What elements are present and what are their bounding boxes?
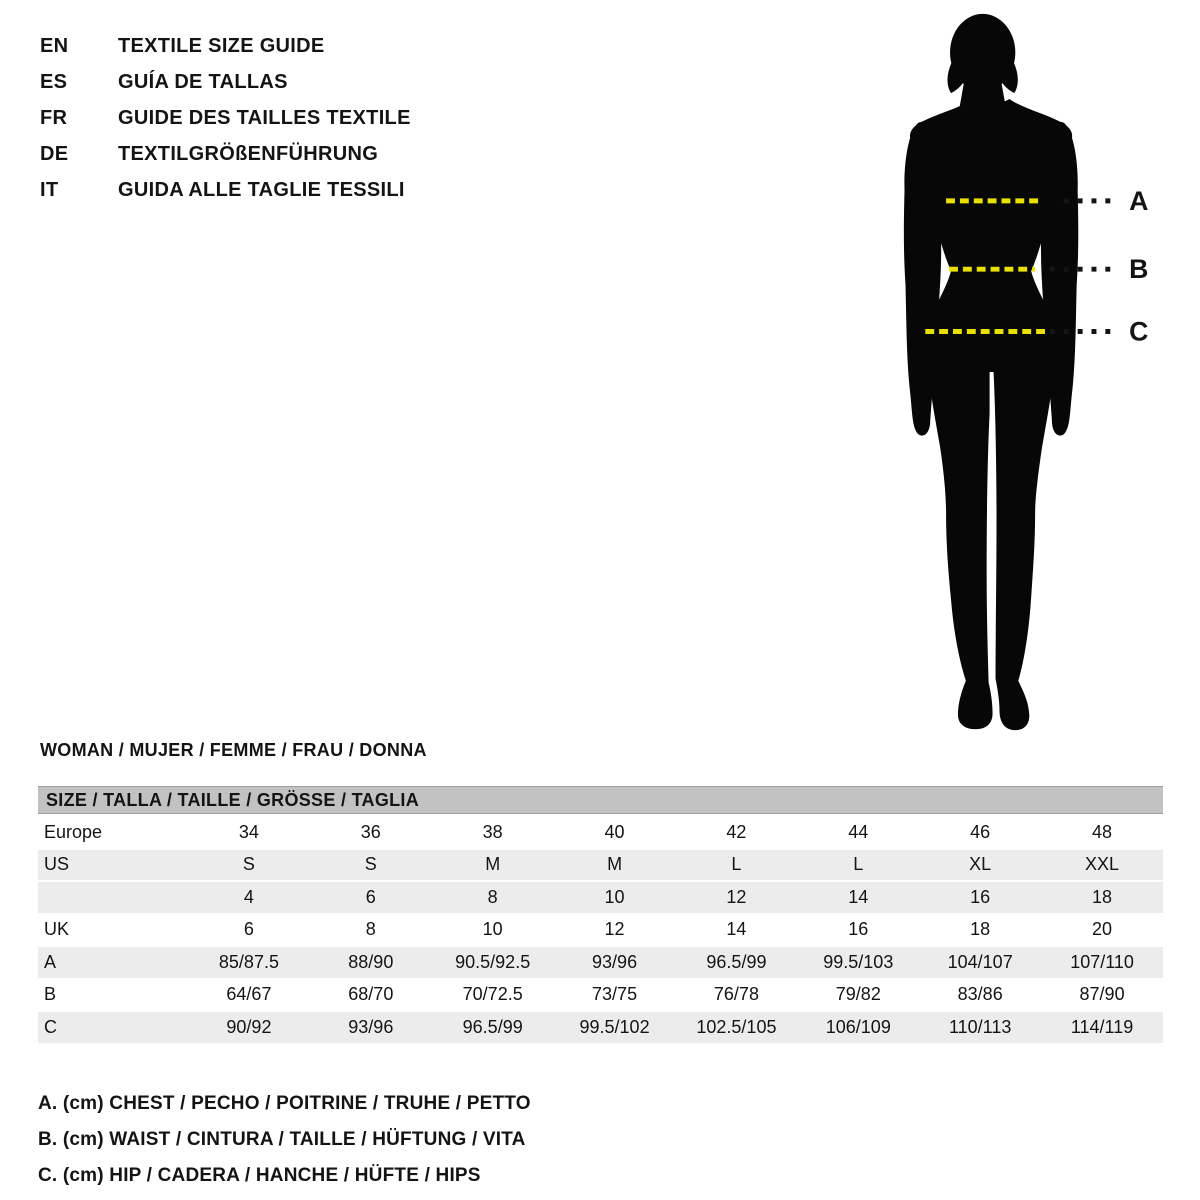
size-value: 88/90: [348, 951, 394, 972]
size-value: 10: [482, 919, 503, 940]
size-value: 93/96: [592, 951, 638, 972]
size-value: M: [607, 854, 623, 875]
size-value: 48: [1092, 821, 1113, 842]
table-row: [38, 1012, 1163, 1045]
woman-silhouette-figure: [890, 8, 1200, 745]
size-value: S: [242, 854, 255, 875]
size-value: 36: [360, 821, 381, 842]
size-value: 8: [487, 886, 498, 907]
size-value: M: [485, 854, 501, 875]
language-row: [40, 136, 411, 172]
size-value: 107/110: [1070, 951, 1134, 972]
table-row: [38, 947, 1163, 980]
measure-label-b: B: [1129, 254, 1149, 285]
size-value: 18: [970, 919, 991, 940]
size-value: 42: [726, 821, 747, 842]
language-label: GUÍA DE TALLAS: [118, 70, 288, 93]
size-value: 90.5/92.5: [455, 951, 531, 972]
row-label: UK: [44, 919, 70, 940]
table-header: SIZE / TALLA / TAILLE / GRÖSSE / TAGLIA: [38, 786, 1163, 814]
table-row: [38, 915, 1163, 948]
language-row: [40, 172, 411, 208]
size-value: 20: [1092, 919, 1113, 940]
size-value: 87/90: [1079, 984, 1125, 1005]
size-value: 70/72.5: [462, 984, 523, 1005]
size-value: 85/87.5: [218, 951, 279, 972]
row-label: C: [44, 1016, 57, 1037]
size-value: 96.5/99: [462, 1016, 523, 1037]
language-row: [40, 100, 411, 136]
table-row: [38, 817, 1163, 850]
language-label: GUIDA ALLE TAGLIE TESSILI: [118, 178, 405, 201]
language-code: IT: [40, 178, 59, 201]
size-value: 6: [243, 919, 254, 940]
size-value: 93/96: [348, 1016, 394, 1037]
size-value: 64/67: [226, 984, 272, 1005]
size-value: 10: [604, 886, 625, 907]
language-code: DE: [40, 142, 69, 165]
size-value: 68/70: [348, 984, 394, 1005]
table-body: [38, 817, 1163, 1045]
size-value: XXL: [1085, 854, 1120, 875]
measure-label-c: C: [1129, 316, 1149, 347]
size-value: 73/75: [592, 984, 638, 1005]
size-value: 83/86: [957, 984, 1003, 1005]
size-value: 114/119: [1070, 1016, 1134, 1037]
size-value: 16: [848, 919, 869, 940]
size-value: 102.5/105: [696, 1016, 777, 1037]
size-value: 110/113: [948, 1016, 1012, 1037]
size-value: 4: [243, 886, 254, 907]
measurement-legend: [38, 1086, 531, 1194]
size-value: XL: [969, 854, 992, 875]
size-value: 90/92: [226, 1016, 272, 1037]
table-row: [38, 980, 1163, 1013]
measure-label-a: A: [1129, 185, 1149, 216]
size-value: L: [853, 854, 864, 875]
language-row: [40, 64, 411, 100]
size-value: 99.5/102: [579, 1016, 650, 1037]
size-table: [38, 786, 1163, 1045]
size-value: 8: [365, 919, 376, 940]
size-value: S: [364, 854, 377, 875]
size-value: 99.5/103: [823, 951, 894, 972]
size-value: 12: [604, 919, 625, 940]
language-label: GUIDE DES TAILLES TEXTILE: [118, 106, 411, 129]
row-label: Europe: [44, 821, 103, 842]
row-label: A: [44, 951, 57, 972]
woman-silhouette: [904, 14, 1078, 730]
size-value: 6: [365, 886, 376, 907]
language-label: TEXTILGRÖßENFÜHRUNG: [118, 142, 379, 165]
size-value: 106/109: [825, 1016, 891, 1037]
language-title-list: [40, 28, 411, 208]
size-value: 12: [726, 886, 747, 907]
row-label: B: [44, 984, 57, 1005]
size-value: 14: [848, 886, 869, 907]
size-value: 38: [482, 821, 503, 842]
legend-line: B. (cm) WAIST / CINTURA / TAILLE / HÜFTUNG / VITA: [38, 1129, 526, 1150]
language-row: [40, 28, 411, 64]
size-value: 44: [848, 821, 869, 842]
size-value: 46: [970, 821, 991, 842]
language-label: TEXTILE SIZE GUIDE: [118, 34, 325, 57]
size-value: 34: [238, 821, 259, 842]
size-value: 79/82: [835, 984, 881, 1005]
legend-line: A. (cm) CHEST / PECHO / POITRINE / TRUHE / PETTO: [38, 1093, 531, 1114]
size-value: 104/107: [947, 951, 1013, 972]
language-code: FR: [40, 106, 68, 129]
size-value: 40: [604, 821, 625, 842]
size-value: 76/78: [713, 984, 759, 1005]
legend-line: C. (cm) HIP / CADERA / HANCHE / HÜFTE / HIPS: [38, 1165, 481, 1186]
section-title: WOMAN / MUJER / FEMME / FRAU / DONNA: [40, 740, 427, 760]
size-value: 18: [1092, 886, 1113, 907]
size-value: 16: [970, 886, 991, 907]
row-label: US: [44, 854, 70, 875]
size-value: 14: [726, 919, 747, 940]
language-code: ES: [40, 70, 68, 93]
size-value: 96.5/99: [706, 951, 767, 972]
table-row: [38, 882, 1163, 915]
size-value: L: [731, 854, 742, 875]
language-code: EN: [40, 34, 69, 57]
table-row: [38, 850, 1163, 883]
